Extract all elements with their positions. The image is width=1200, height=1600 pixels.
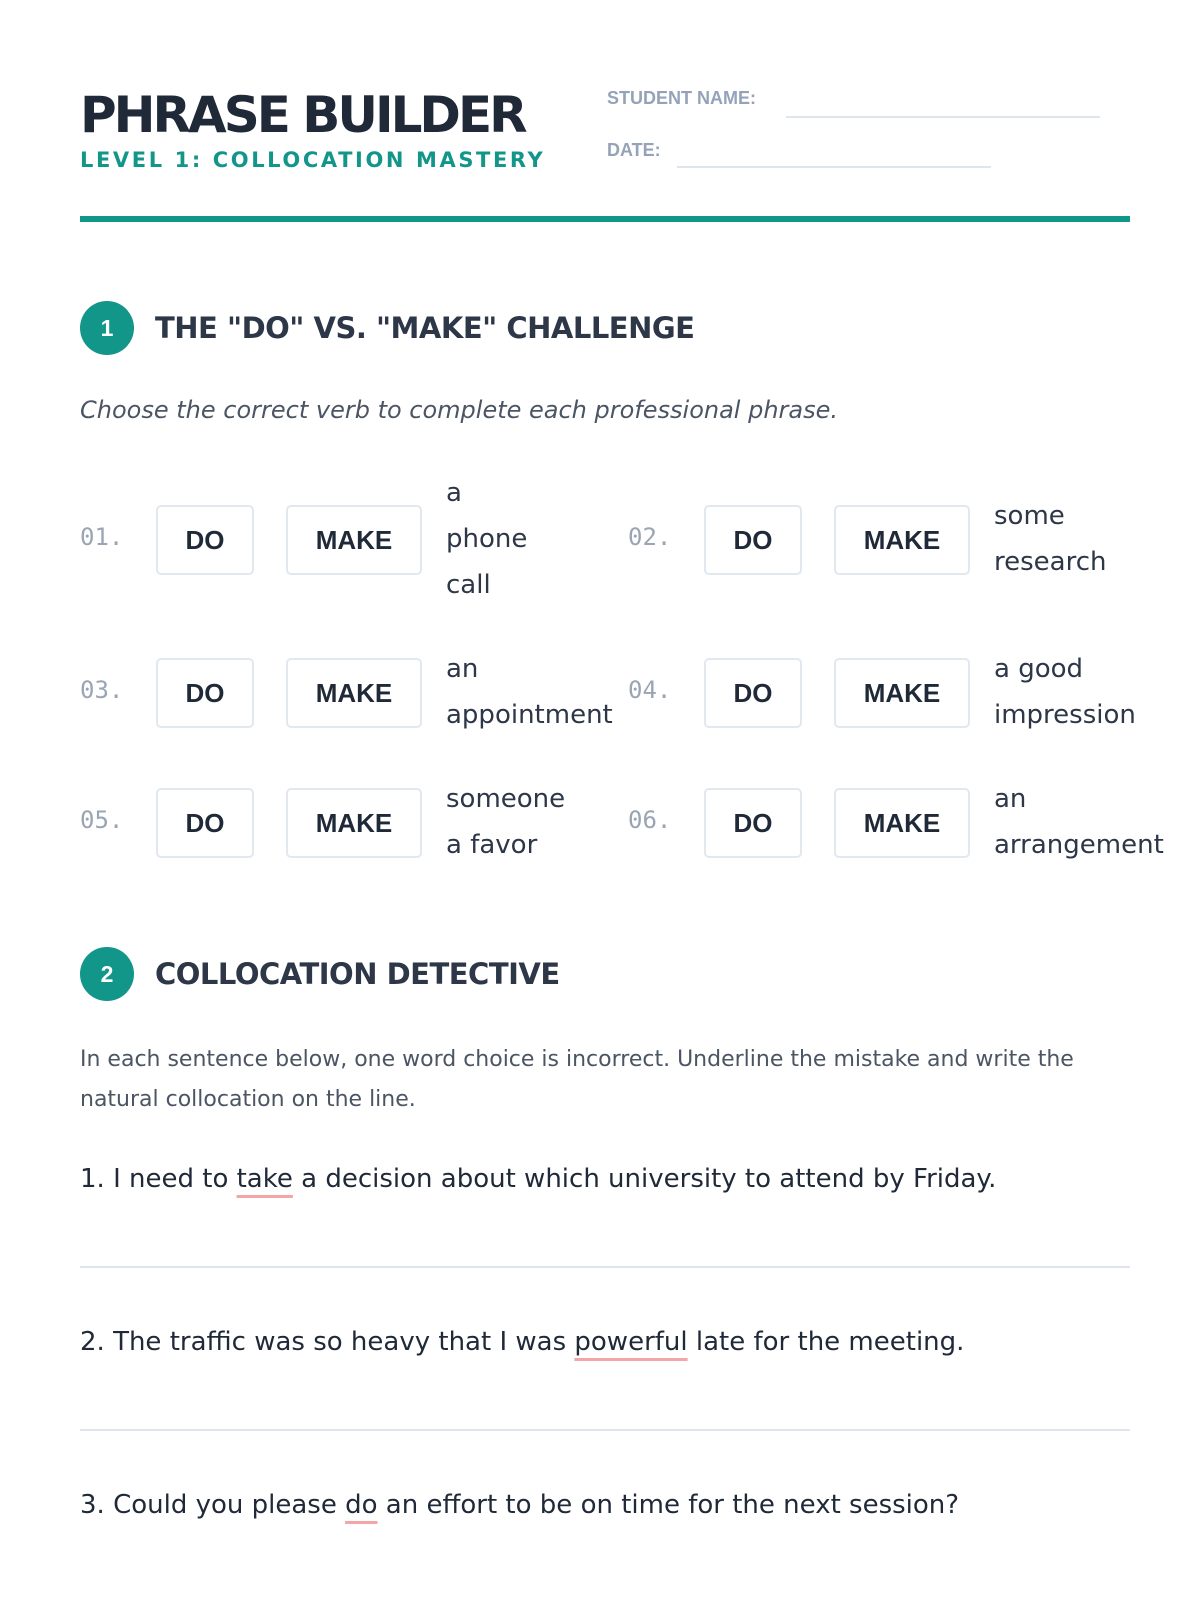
sentence-text: 2. The traffic was so heavy that I was <box>80 1327 575 1357</box>
option-do-button[interactable]: DO <box>156 658 254 728</box>
phrase-line: someone <box>446 784 566 814</box>
phrase-line: a good <box>994 654 1084 684</box>
section-1-title: THE "DO" VS. "MAKE" CHALLENGE <box>155 311 695 345</box>
exercise-item-04 <box>628 654 1136 754</box>
exercise-item-03 <box>80 654 620 754</box>
phrase-text <box>994 646 1136 738</box>
date-field[interactable] <box>677 166 991 168</box>
phrase-line: appointment <box>446 700 613 730</box>
student-name-field[interactable] <box>786 116 1100 118</box>
worksheet-title: PHRASE BUILDER <box>80 86 525 144</box>
section-2-number-badge: 2 <box>80 947 134 1001</box>
item-number: 04. <box>628 676 672 704</box>
option-do-button[interactable]: DO <box>156 505 254 575</box>
option-make-button[interactable]: MAKE <box>834 505 970 575</box>
detective-sentence-2 <box>80 1322 1130 1362</box>
worksheet-page <box>80 0 1164 1600</box>
student-name-label: STUDENT NAME: <box>607 88 756 108</box>
sentence-text: 1. I need to <box>80 1164 237 1194</box>
option-make-button[interactable]: MAKE <box>834 788 970 858</box>
section-2-title: COLLOCATION DETECTIVE <box>155 957 560 991</box>
option-do-button[interactable]: DO <box>156 788 254 858</box>
sentence-text: late for the meeting. <box>687 1327 965 1357</box>
worksheet-header <box>80 80 1130 230</box>
sentence-text: a decision about which university to attend by Friday. <box>292 1164 997 1194</box>
option-make-button[interactable]: MAKE <box>834 658 970 728</box>
detective-sentence-1 <box>80 1159 1130 1199</box>
phrase-line: impression <box>994 700 1136 730</box>
phrase-text <box>994 493 1106 585</box>
option-make-button[interactable]: MAKE <box>286 788 422 858</box>
exercise-item-05 <box>80 784 620 884</box>
section-2-heading <box>80 947 1130 1001</box>
section-2-instructions: In each sentence below, one word choice is incorrect. Underline the mistake and write the natural collocation on the line. <box>80 1047 1074 1112</box>
mistake-word[interactable]: do <box>345 1490 378 1520</box>
worksheet-subtitle: LEVEL 1: COLLOCATION MASTERY <box>80 148 546 172</box>
phrase-line: research <box>994 547 1107 577</box>
date-label: DATE: <box>607 140 661 160</box>
item-number: 01. <box>80 523 124 551</box>
option-do-button[interactable]: DO <box>704 788 802 858</box>
section-1-number-badge: 1 <box>80 301 134 355</box>
phrase-text <box>446 470 527 608</box>
exercise-item-06 <box>628 784 1164 884</box>
option-do-button[interactable]: DO <box>704 658 802 728</box>
sentence-text: 3. Could you please <box>80 1490 346 1520</box>
phrase-text <box>446 646 613 738</box>
header-divider <box>80 216 1130 222</box>
item-number: 03. <box>80 676 124 704</box>
section-1-heading <box>80 301 1130 355</box>
answer-line-2[interactable] <box>80 1429 1130 1431</box>
exercise-item-02 <box>628 501 1128 601</box>
phrase-line: call <box>446 570 491 600</box>
exercise-item-01 <box>80 478 620 601</box>
option-do-button[interactable]: DO <box>704 505 802 575</box>
option-make-button[interactable]: MAKE <box>286 658 422 728</box>
mistake-word[interactable]: take <box>236 1164 293 1194</box>
item-number: 05. <box>80 806 124 834</box>
mistake-word[interactable]: powerful <box>574 1327 688 1357</box>
phrase-line: some <box>994 501 1065 531</box>
item-number: 02. <box>628 523 672 551</box>
phrase-line: a favor <box>446 830 538 860</box>
detective-sentence-3 <box>80 1485 1130 1525</box>
sentence-text: an effort to be on time for the next session? <box>377 1490 960 1520</box>
phrase-line: an <box>446 654 479 684</box>
section-1-instructions: Choose the correct verb to complete each professional phrase. <box>80 396 839 424</box>
item-number: 06. <box>628 806 672 834</box>
phrase-text <box>994 776 1164 868</box>
phrase-line: phone <box>446 524 528 554</box>
phrase-line: an <box>994 784 1027 814</box>
phrase-line: arrangement <box>994 830 1164 860</box>
phrase-line: a <box>446 478 462 508</box>
option-make-button[interactable]: MAKE <box>286 505 422 575</box>
answer-line-1[interactable] <box>80 1266 1130 1268</box>
phrase-text <box>446 776 565 868</box>
